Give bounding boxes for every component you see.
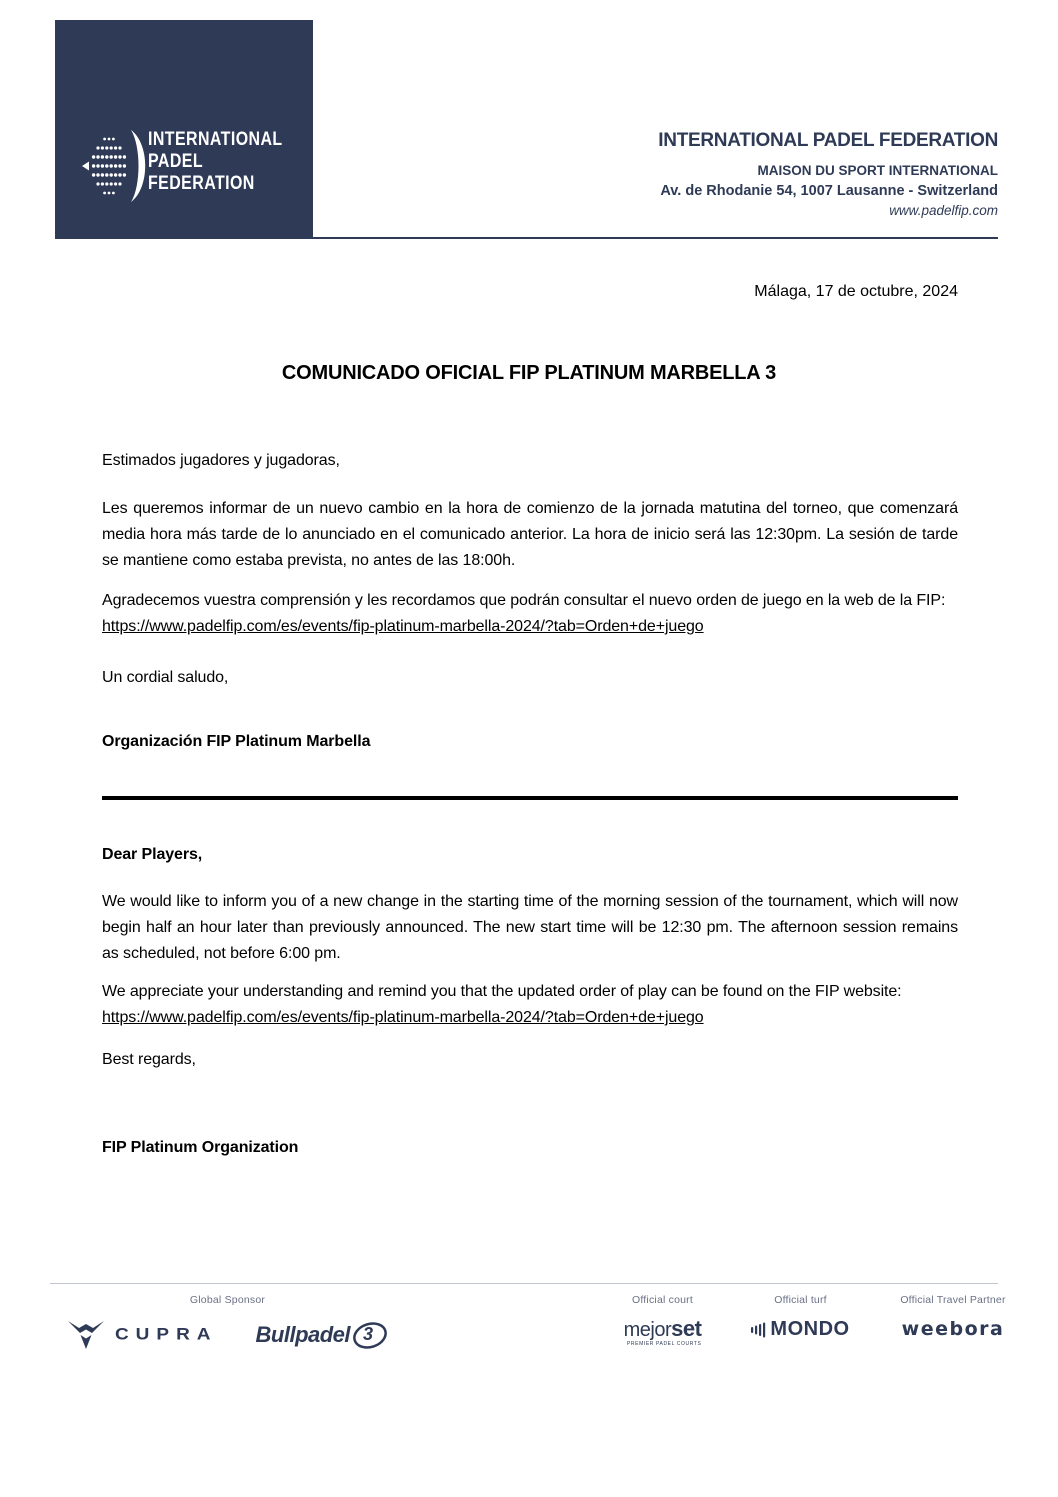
fip-logo-line-2: PADEL	[148, 151, 204, 172]
letter-title: COMUNICADO OFICIAL FIP PLATINUM MARBELLA 3	[281, 362, 777, 384]
letter-date: Málaga, 17 de octubre, 2024	[754, 283, 958, 300]
official-court-label: Official court	[632, 1294, 693, 1306]
official-travel-partner-label: Official Travel Partner	[900, 1294, 1006, 1306]
bullpadel-wordmark: Bullpadel	[255, 1322, 351, 1347]
en-signature: FIP Platinum Organization	[102, 1139, 299, 1156]
official-travel-partner-group	[878, 1294, 1028, 1340]
cupra-logo	[67, 1320, 218, 1350]
es-paragraph-1: Les queremos informar de un nuevo cambio en la hora de comienzo de la jornada matutina del torneo, que comenzará media hora más tarde de lo anunciado en el comunicado anterior. La hora de inicio será las 12:30pm. La sesión de tarde se mantiene como estaba prevista, no antes de las 18:00h.	[102, 500, 958, 569]
official-turf-label: Official turf	[774, 1294, 827, 1306]
es-signature: Organización FIP Platinum Marbella	[102, 733, 371, 750]
weebora-logo: weebora	[901, 1318, 1005, 1340]
bullpadel-ball-icon	[352, 1322, 388, 1349]
letterhead-address-block	[658, 130, 998, 221]
org-name: INTERNATIONAL PADEL FEDERATION	[658, 130, 998, 151]
cupra-wordmark: CUPRA	[114, 1325, 218, 1344]
mejorset-wordmark-light: mejor	[623, 1319, 672, 1341]
mejorset-tagline: PREMIER PADEL COURTS	[626, 1341, 702, 1347]
es-order-of-play-link[interactable]: https://www.padelfip.com/es/events/fip-platinum-marbella-2024/?tab=Orden+de+juego	[102, 618, 704, 635]
es-salutation: Estimados jugadores y jugadoras,	[102, 452, 340, 469]
official-turf-group	[733, 1294, 868, 1341]
letterhead-divider	[55, 237, 998, 239]
mondo-bars-icon	[751, 1321, 767, 1339]
en-paragraph-2	[102, 979, 958, 1031]
mejorset-logo	[624, 1318, 702, 1347]
global-sponsor-group	[55, 1294, 400, 1350]
es-paragraph-2-text: Agradecemos vuestra comprensión y les recordamos que podrán consultar el nuevo orden de juego en la web de la FIP:	[102, 592, 946, 609]
fip-logo-box	[55, 20, 313, 238]
es-paragraph-2	[102, 588, 958, 640]
org-website: www.padelfip.com	[889, 203, 998, 218]
en-closing: Best regards,	[102, 1051, 196, 1068]
mondo-wordmark: MONDO	[770, 1318, 850, 1340]
fip-logo-line-3: FEDERATION	[148, 173, 255, 194]
mondo-logo	[751, 1318, 849, 1341]
org-building: MAISON DU SPORT INTERNATIONAL	[757, 163, 998, 178]
fip-logo-line-1: INTERNATIONAL	[148, 129, 283, 150]
fip-logo-wordmark	[148, 129, 283, 195]
global-sponsor-label: Global Sponsor	[189, 1294, 266, 1306]
language-section-divider	[102, 796, 958, 800]
en-paragraph-1: We would like to inform you of a new change in the starting time of the morning session of the tournament, which will now begin half an hour later than previously announced. The new start time will be 12:30 pm. The afternoon session remains as scheduled, not before 6:00 pm.	[102, 893, 958, 962]
footer-divider	[50, 1283, 998, 1284]
bullpadel-logo	[256, 1322, 389, 1349]
es-closing: Un cordial saludo,	[102, 669, 229, 686]
mejorset-wordmark-bold: set	[671, 1316, 702, 1341]
en-paragraph-2-text: We appreciate your understanding and remind you that the updated order of play can be found on the FIP website:	[102, 983, 902, 1000]
official-court-group	[595, 1294, 730, 1347]
en-order-of-play-link[interactable]: https://www.padelfip.com/es/events/fip-platinum-marbella-2024/?tab=Orden+de+juego	[102, 1009, 704, 1026]
en-salutation: Dear Players,	[102, 846, 203, 863]
cupra-emblem-icon	[67, 1320, 105, 1350]
letter-body	[102, 448, 958, 1161]
org-address: Av. de Rhodanie 54, 1007 Lausanne - Switzerland	[660, 183, 998, 199]
bullpadel-three: 3	[363, 1323, 374, 1344]
